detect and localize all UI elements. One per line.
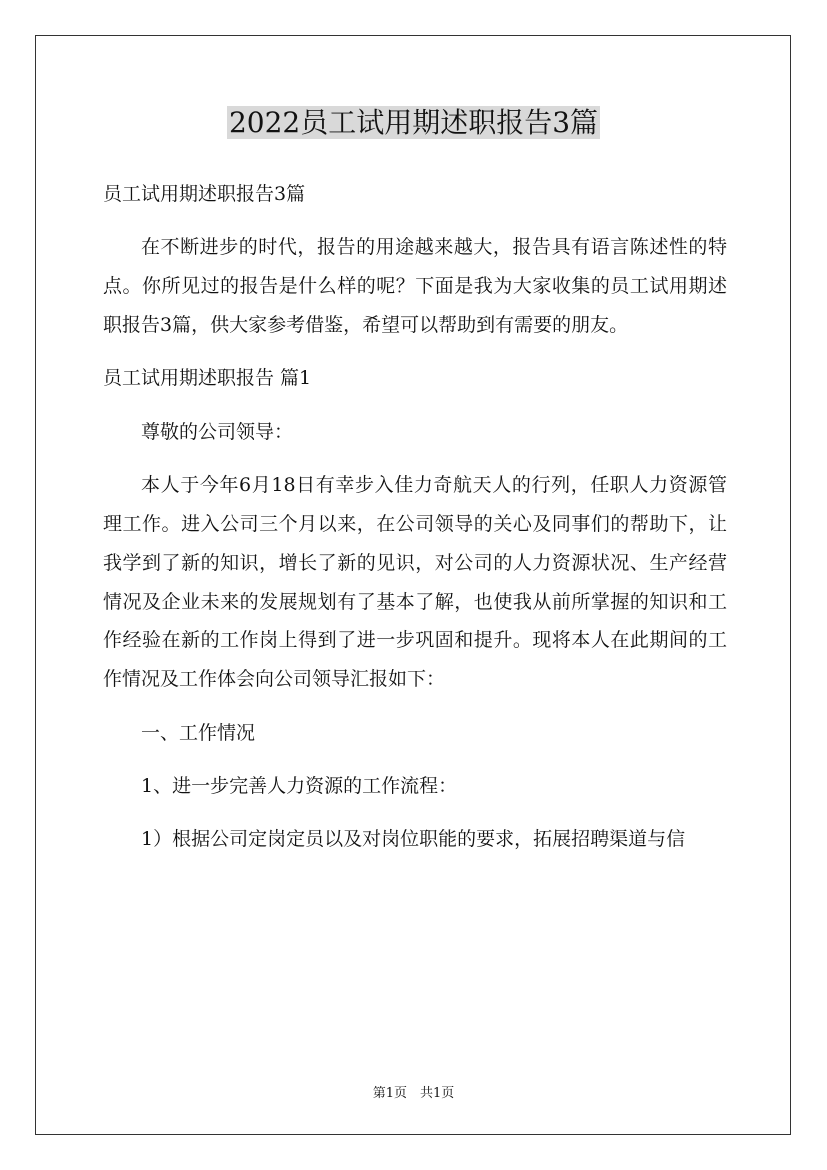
document-title-text: 2022员工试用期述职报告3篇 — [228, 106, 599, 139]
paragraph: 1）根据公司定岗定员以及对岗位职能的要求，拓展招聘渠道与信 — [141, 828, 686, 851]
page-number: 第1页 共1页 — [372, 1086, 455, 1101]
paragraph: 在不断进步的时代，报告的用途越来越大，报告具有语言陈述性的特点。你所见过的报告是什么样的呢？下面是我为大家收集的员工试用期述职报告3篇，供大家参考借鉴，希望可以帮助到有需要的朋友。 — [103, 236, 727, 336]
paragraph: 员工试用期述职报告3篇 — [103, 183, 306, 205]
document-body — [103, 175, 727, 874]
paragraph: 一、工作情况 — [141, 721, 256, 744]
section-heading: 员工试用期述职报告 篇1 — [103, 367, 312, 390]
paragraph: 本人于今年6月18日有幸步入佳力奇航天人的行列，任职人力资源管理工作。进入公司三个月以来，在公司领导的关心及同事们的帮助下，让我学到了新的知识，增长了新的见识，对公司的人力资源状况、生产经营情况及企业未来的发展规划有了基本了解，也使我从前所掌握的知识和工作经验在新的工作岗上得到了进一步巩固和提升。现将本人在此期间的工作情况及工作体会向公司领导汇报如下： — [103, 474, 727, 691]
paragraph: 尊敬的公司领导： — [141, 420, 294, 443]
document-title — [0, 103, 827, 143]
paragraph: 1、进一步完善人力资源的工作流程： — [141, 774, 458, 797]
page-footer — [0, 1085, 827, 1103]
